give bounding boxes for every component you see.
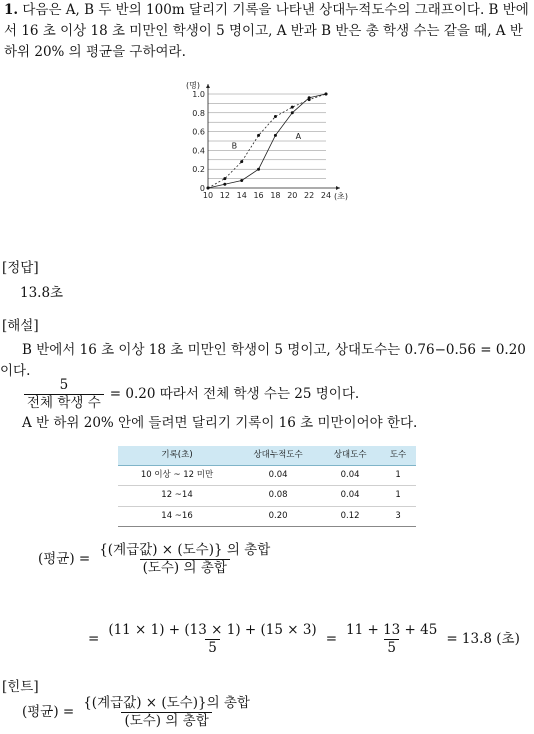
students-fraction (24, 378, 104, 411)
y-tick-label: 0.2 (192, 165, 205, 175)
data-point-B (257, 134, 260, 137)
table-cell: 1 (380, 466, 416, 486)
table-cell: 1 (380, 486, 416, 506)
x-tick-label: 20 (287, 191, 298, 200)
explanation-header: [해설] (2, 318, 39, 334)
x-tick-label: 16 (253, 191, 264, 200)
fraction-denominator: 전체 학생 수 (24, 394, 104, 411)
table-row (118, 466, 416, 486)
problem-text: 다음은 A, B 두 반의 100m 달리기 기록을 나타낸 상대누적도수의 그래프이다. B 반에서 16 초 이상 18 초 미만인 학생이 5 명이고, A 반과 B 반은 총 학생 수는 같을 때, A 반 하위 20% 의 평균을 구하여라. (4, 2, 529, 60)
data-point-B (223, 177, 226, 180)
explanation-line-3: A 반 하위 20% 안에 들려면 달리기 기록이 16 초 미만이어야 한다. (22, 415, 418, 431)
problem (0, 0, 534, 63)
explanation-line-1: B 반에서 16 초 이상 18 초 미만인 학생이 5 명이고, 상대도수는 0.76−0.56 = 0.20 이다. (0, 342, 526, 379)
table-row (118, 486, 416, 506)
mean-calculation (88, 623, 520, 656)
y-tick-label: 0.4 (192, 146, 205, 156)
x-axis-arrow (336, 186, 340, 190)
calc-denominator: 5 (205, 639, 220, 656)
table-cell: 0.12 (320, 506, 380, 526)
chart-labels (186, 80, 348, 201)
hint-lhs: (평균) = (22, 703, 75, 720)
chart-grid (208, 94, 326, 179)
table-header: 도수 (380, 446, 416, 466)
cumulative-frequency-chart (178, 72, 358, 212)
hint-denominator: (도수) 의 총합 (121, 712, 211, 729)
formula-numerator: {(계급값) × (도수)} 의 총합 (99, 542, 271, 558)
table-cell: 0.20 (236, 506, 320, 526)
mean-formula (38, 543, 273, 576)
data-point-B (240, 160, 243, 163)
explanation-line-2: = 0.20 따라서 전체 학생 수는 25 명이다. (109, 385, 360, 402)
answer-value: 13.8초 (20, 285, 64, 301)
sum-fraction (343, 623, 440, 656)
data-point-B (291, 106, 294, 109)
calc-numerator: (11 × 1) + (13 × 1) + (15 × 3) (108, 622, 317, 638)
sum-numerator: 11 + 13 + 45 (346, 622, 438, 638)
table-cell: 14 ~16 (118, 506, 236, 526)
data-point-B (325, 93, 328, 96)
x-tick-label: 22 (304, 191, 315, 200)
y-tick-label: 0 (199, 184, 205, 193)
formula-denominator: (도수) 의 총합 (140, 559, 230, 576)
sum-denominator: 5 (384, 639, 399, 656)
x-tick-label: 18 (270, 191, 281, 200)
explanation-fraction-line (24, 378, 359, 411)
data-point-A (240, 179, 243, 182)
calc-equals: = (88, 630, 100, 647)
answer-header: [정답] (2, 260, 39, 276)
hint-numerator: {(계급값) × (도수)}의 총합 (83, 695, 250, 711)
y-axis-label: (명) (186, 81, 200, 90)
y-tick-label: 0.8 (192, 108, 205, 118)
x-tick-label: 14 (236, 191, 247, 200)
calc-fraction (105, 623, 319, 656)
formula-lhs: (평균) = (38, 550, 91, 567)
x-tick-label: 24 (320, 191, 332, 200)
data-point-B (308, 98, 311, 101)
table-cell: 10 이상 ~ 12 미만 (118, 466, 236, 486)
table-cell: 3 (380, 506, 416, 526)
x-tick-label: 12 (219, 191, 230, 200)
calc-result: = 13.8 (초) (446, 630, 520, 647)
table-header-row (118, 446, 416, 466)
data-point-B (207, 187, 210, 190)
data-point-A (257, 168, 260, 171)
chart-axes (206, 84, 340, 190)
table-cell: 0.04 (236, 466, 320, 486)
x-axis-label: (초) (334, 192, 348, 201)
formula-fraction (96, 543, 273, 576)
data-point-A (223, 183, 226, 186)
calc-equals-2: = (325, 630, 337, 647)
y-tick-label: 0.6 (192, 127, 205, 137)
table-row (118, 506, 416, 526)
data-point-B (274, 115, 277, 118)
data-point-A (274, 134, 277, 137)
table-cell: 0.04 (320, 486, 380, 506)
series-label-A: A (295, 132, 302, 142)
table-header: 상대누적도수 (236, 446, 320, 466)
fraction-numerator: 5 (59, 377, 69, 393)
data-point-A (291, 111, 294, 114)
table-cell: 0.08 (236, 486, 320, 506)
hint-formula (22, 696, 253, 729)
y-tick-label: 1.0 (192, 90, 205, 99)
series-label-B: B (231, 141, 238, 151)
y-axis-arrow (206, 84, 210, 88)
table-cell: 12 ~14 (118, 486, 236, 506)
frequency-table (118, 446, 416, 527)
table-cell: 0.04 (320, 466, 380, 486)
hint-header: [힌트] (2, 679, 39, 695)
x-tick-label: 10 (202, 191, 214, 200)
problem-number: 1. (4, 2, 19, 18)
table-header: 상대도수 (320, 446, 380, 466)
hint-fraction (80, 696, 253, 729)
table-header: 기록(초) (118, 446, 236, 466)
